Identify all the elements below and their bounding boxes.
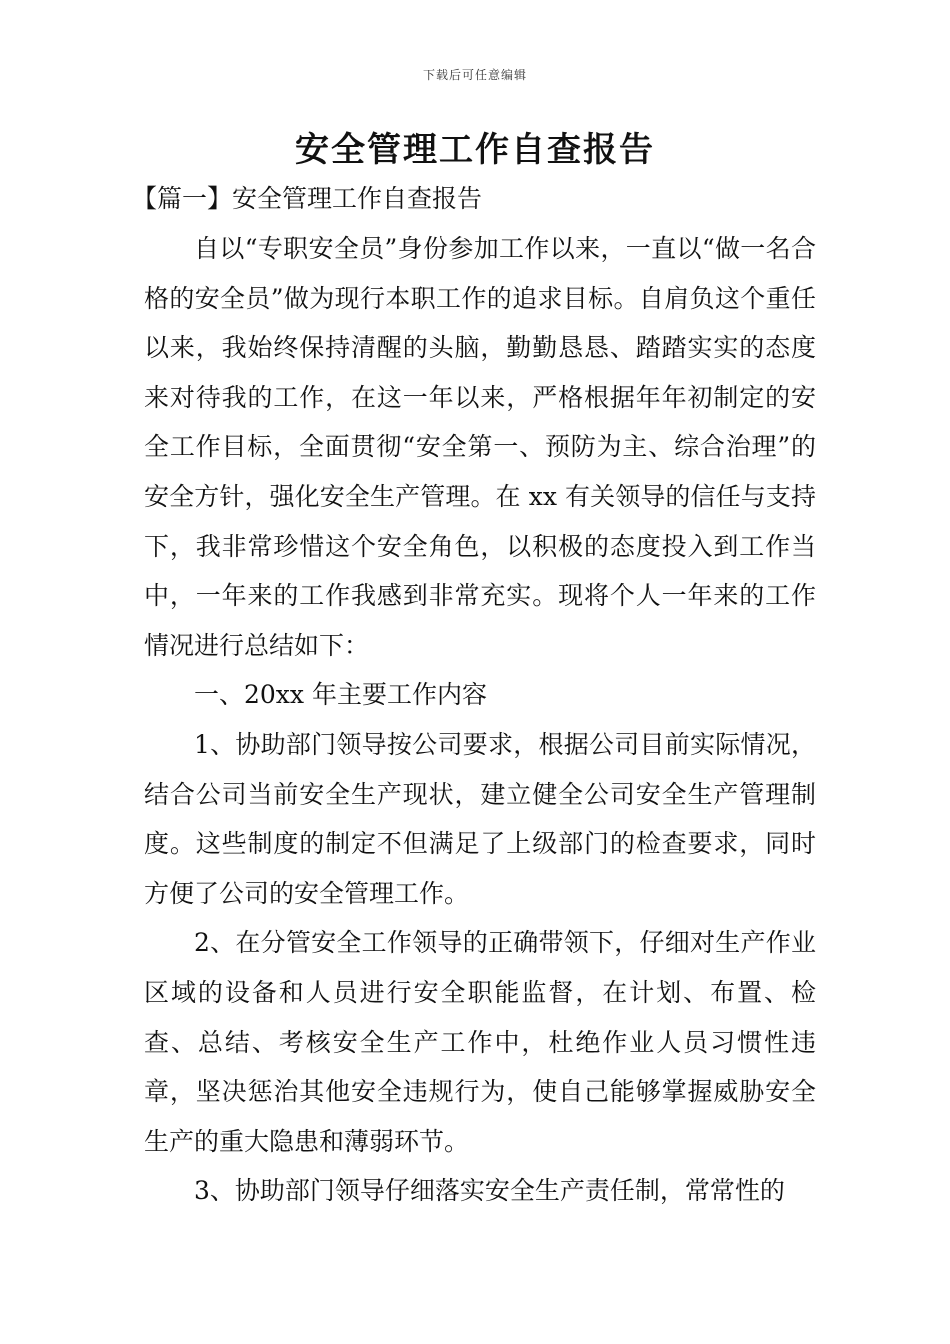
paragraph-item-2: 2、在分管安全工作领导的正确带领下，仔细对生产作业区域的设备和人员进行安全职能监督，在计划、布置、检查、总结、考核安全生产工作中，杜绝作业人员习惯性违章，坚决惩治其他安全违规行为，使自己能够掌握威胁安全生产的重大隐患和薄弱环节。 <box>144 928 816 1156</box>
section-heading: 【篇一】安全管理工作自查报告 <box>132 184 483 213</box>
document-title: 安全管理工作自查报告 <box>295 130 655 170</box>
paragraph-item-3: 3、协助部门领导仔细落实安全生产责任制，常常性的 <box>194 1176 785 1206</box>
document-body <box>132 176 816 1216</box>
paragraph-item-1: 1、协助部门领导按公司要求，根据公司目前实际情况，结合公司当前安全生产现状，建立健全公司安全生产管理制度。这些制度的制定不但满足了上级部门的检查要求，同时方便了公司的安全管理工作。 <box>144 729 816 908</box>
header-note: 下载后可任意编辑 <box>422 68 527 82</box>
paragraph-subheading: 一、20xx 年主要工作内容 <box>194 680 487 710</box>
paragraph-intro: 自以“专职安全员”身份参加工作以来，一直以“做一名合格的安全员”做为现行本职工作的追求目标。自肩负这个重任以来，我始终保持清醒的头脑，勤勤恳恳、踏踏实实的态度来对待我的工作，在这一年以来，严格根据年年初制定的安全工作目标，全面贯彻“安全第一、预防为主、综合治理”的安全方针，强化安全生产管理。在 xx 有关领导的信任与支持下，我非常珍惜这个安全角色，以积极的态度投入到工作当中，一年来的工作我感到非常充实。现将个人一年来的工作情况进行总结如下： <box>144 234 816 660</box>
